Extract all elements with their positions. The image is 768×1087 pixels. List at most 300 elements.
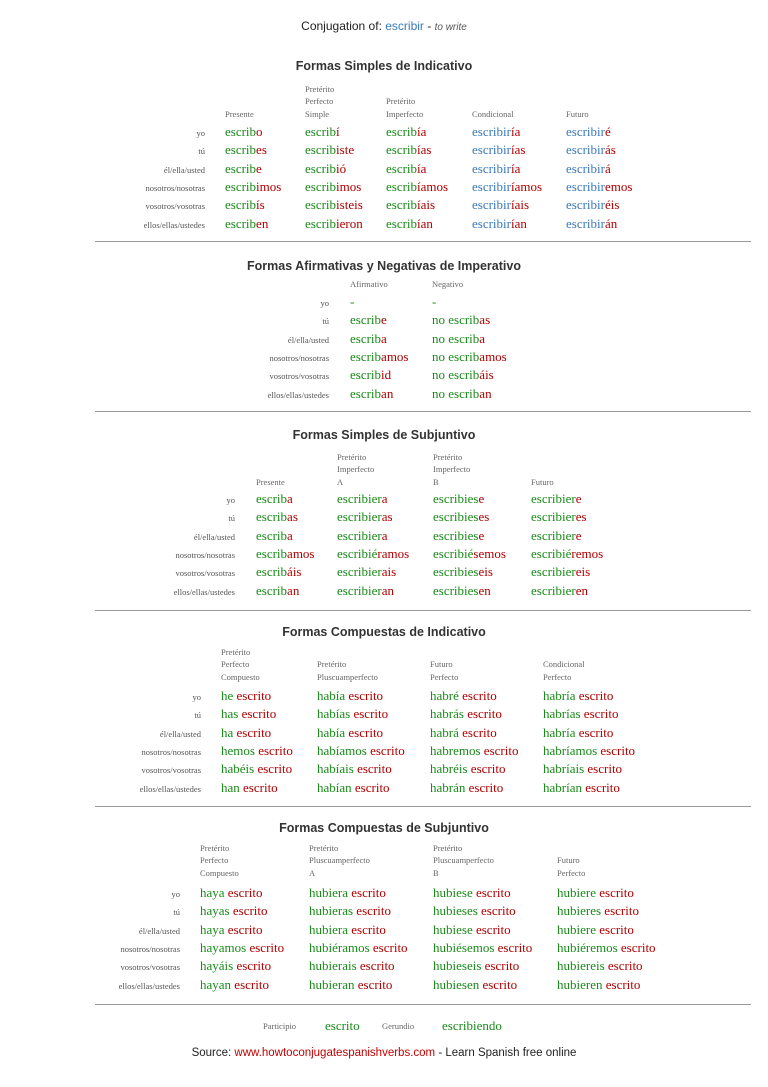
column-header-line: Futuro bbox=[566, 108, 589, 119]
verb-stem: escribié bbox=[337, 545, 378, 561]
conjugation-cell bbox=[566, 124, 611, 140]
verb-ending: escrito bbox=[254, 742, 293, 758]
verb-stem: habrán bbox=[430, 779, 466, 795]
conjugation-cell bbox=[350, 367, 391, 383]
pronoun-label: ellos/ellas/ustedes bbox=[267, 389, 329, 400]
verb-stem: hayan bbox=[200, 976, 232, 992]
verb-stem: habrás bbox=[430, 706, 464, 722]
verb-stem: escrib bbox=[256, 527, 288, 543]
verb-ending: escrito bbox=[494, 939, 533, 955]
verb-ending: eis bbox=[478, 564, 493, 580]
conjugation-cell bbox=[430, 761, 505, 777]
verb-stem: hubieses bbox=[433, 903, 478, 919]
conjugation-cell bbox=[432, 294, 436, 310]
column-header-line: Presente bbox=[256, 476, 285, 487]
pronoun-label: vosotros/vosotras bbox=[141, 765, 201, 776]
conjugation-cell bbox=[309, 977, 392, 993]
column-header-line: Negativo bbox=[432, 278, 464, 289]
conjugation-cell bbox=[305, 197, 363, 213]
conjugation-cell bbox=[256, 564, 302, 580]
verb-stem: hubieseis bbox=[433, 958, 482, 974]
column-header-line: Compuesto bbox=[200, 867, 239, 878]
verb-stem: hubiera bbox=[309, 921, 348, 937]
column-header bbox=[200, 842, 239, 880]
verb-stem: hubiéramos bbox=[309, 939, 370, 955]
column-header-line: B bbox=[433, 476, 439, 487]
conjugation-cell bbox=[305, 142, 354, 158]
verb-stem: he bbox=[221, 688, 234, 703]
verb-stem: habría bbox=[543, 688, 576, 703]
conjugation-cell bbox=[472, 161, 520, 177]
verb-ending: escrito bbox=[345, 688, 384, 703]
pronoun-label: vosotros/vosotras bbox=[120, 962, 180, 973]
conjugation-cell bbox=[386, 179, 448, 195]
conjugation-cell bbox=[317, 706, 388, 722]
verb-stem: escrib bbox=[256, 509, 288, 525]
conjugation-cell bbox=[350, 294, 354, 310]
pronoun-label: nosotros/nosotras bbox=[175, 549, 235, 560]
verb-stem: escribir bbox=[566, 197, 605, 213]
column-header-line: Pretérito bbox=[309, 842, 339, 853]
verb-stem: hayas bbox=[200, 903, 230, 919]
verb-ending: escrito bbox=[477, 903, 516, 919]
verb-stem: escribies bbox=[433, 491, 479, 506]
section-title: Formas Afirmativas y Negativas de Imperativo bbox=[247, 259, 521, 273]
verb-ending: es bbox=[256, 142, 267, 158]
verb-stem: escrib bbox=[305, 160, 337, 176]
verb-stem: escrib bbox=[305, 142, 337, 158]
verb-ending: ías bbox=[417, 142, 432, 158]
verb-stem: habíamos bbox=[317, 742, 367, 758]
pronoun-label: yo bbox=[226, 495, 235, 505]
conjugation-cell bbox=[543, 743, 635, 759]
conjugation-cell bbox=[221, 761, 292, 777]
verb-stem: no escrib bbox=[432, 367, 480, 383]
conjugation-cell bbox=[305, 124, 340, 140]
verb-stem: habías bbox=[317, 706, 351, 722]
conjugation-cell bbox=[200, 922, 262, 938]
column-header-line: Pretérito bbox=[305, 83, 335, 94]
verb-stem: escrib bbox=[305, 178, 337, 194]
verb-ending: escrito bbox=[580, 706, 619, 722]
conjugation-cell bbox=[309, 922, 386, 938]
conjugation-cell bbox=[256, 528, 293, 544]
conjugation-cell bbox=[386, 216, 433, 232]
verb-ending: escrito bbox=[602, 976, 641, 992]
conjugation-cell bbox=[432, 367, 494, 383]
verb-stem: ha bbox=[221, 724, 234, 740]
verb-stem: escrib bbox=[256, 582, 288, 598]
conjugation-cell bbox=[337, 509, 393, 525]
verb-ending: é bbox=[604, 124, 611, 139]
pronoun-label: yo bbox=[192, 692, 201, 702]
verb-ending: a bbox=[479, 330, 486, 346]
verb-ending: ís bbox=[256, 197, 265, 213]
section-title: Formas Simples de Subjuntivo bbox=[292, 428, 476, 442]
verb-stem: habrían bbox=[543, 779, 582, 795]
conjugation-cell bbox=[225, 216, 268, 232]
column-header bbox=[309, 842, 370, 880]
verb-stem: hubiere bbox=[557, 885, 596, 900]
pronoun-label: nosotros/nosotras bbox=[141, 746, 201, 757]
conjugation-cell bbox=[309, 885, 386, 901]
verb-ending: escrito bbox=[238, 706, 277, 722]
verb-stem: - bbox=[350, 294, 355, 309]
conjugation-cell bbox=[432, 331, 485, 347]
column-header-line: Perfecto bbox=[557, 867, 586, 878]
verb-ending: en bbox=[478, 582, 491, 598]
column-header bbox=[472, 108, 514, 121]
column-header-line: Pretérito bbox=[386, 96, 416, 106]
verb-ending: escrito bbox=[350, 706, 389, 722]
verb-ending: ais bbox=[381, 564, 397, 580]
pronoun-label: él/ella/usted bbox=[193, 531, 235, 542]
verb-stem: hubieres bbox=[557, 903, 602, 919]
verb-ending: escrito bbox=[617, 939, 656, 955]
column-header-line: Pretérito bbox=[221, 646, 251, 657]
pronoun-label: nosotros/nosotras bbox=[120, 943, 180, 954]
column-header-line: Pretérito bbox=[317, 659, 347, 669]
verb-ending: escrito bbox=[356, 958, 395, 974]
verb-ending: an bbox=[287, 582, 300, 598]
gerundio-value: escribiendo bbox=[442, 1018, 502, 1033]
page-title bbox=[0, 19, 768, 33]
verb-stem: escrib bbox=[386, 197, 418, 213]
title-translation: to write bbox=[434, 22, 467, 33]
title-prefix: Conjugation of: bbox=[301, 19, 386, 33]
column-header-line: Afirmativo bbox=[350, 278, 388, 289]
verb-stem: hubiereis bbox=[557, 958, 605, 974]
verb-stem: escrib bbox=[305, 215, 337, 231]
conjugation-cell bbox=[557, 885, 634, 901]
verb-stem: escrib bbox=[350, 385, 382, 401]
verb-ending: ían bbox=[417, 215, 433, 231]
verb-stem: habríamos bbox=[543, 742, 598, 758]
conjugation-cell bbox=[225, 197, 265, 213]
verb-stem: habremos bbox=[430, 742, 481, 758]
verb-stem: haya bbox=[200, 885, 225, 900]
column-header-line: Futuro bbox=[430, 659, 453, 669]
verb-ending: escrito bbox=[458, 688, 497, 703]
verb-ending: escrito bbox=[347, 885, 386, 900]
conjugation-cell bbox=[309, 903, 391, 919]
verb-stem: escrib bbox=[305, 124, 337, 139]
conjugation-cell bbox=[200, 885, 262, 901]
conjugation-cell bbox=[221, 688, 271, 704]
column-header-line: Pretérito bbox=[337, 451, 367, 462]
verb-stem: hemos bbox=[221, 742, 255, 758]
verb-stem: hubiésemos bbox=[433, 939, 495, 955]
verb-ending: ía bbox=[510, 160, 521, 176]
verb-ending: ían bbox=[510, 215, 527, 231]
conjugation-cell bbox=[317, 725, 383, 741]
verb-stem: escribir bbox=[472, 215, 511, 231]
verb-ending: escrito bbox=[595, 885, 634, 900]
verb-stem: escrib bbox=[256, 564, 288, 580]
conjugation-cell bbox=[256, 491, 293, 507]
verb-ending: e bbox=[381, 312, 387, 328]
verb-ending: escrito bbox=[229, 903, 268, 919]
verb-ending: escrito bbox=[480, 742, 519, 758]
verb-stem: habría bbox=[543, 724, 576, 740]
verb-ending: escrito bbox=[366, 742, 405, 758]
conjugation-cell bbox=[433, 903, 516, 919]
column-header-line: Perfecto bbox=[305, 96, 334, 106]
column-header bbox=[430, 658, 458, 683]
conjugation-cell bbox=[430, 780, 503, 796]
verb-stem: escribier bbox=[531, 564, 576, 580]
column-header-line: Condicional bbox=[472, 108, 514, 119]
column-header bbox=[221, 646, 260, 684]
conjugation-cell bbox=[225, 179, 281, 195]
verb-stem: escrib bbox=[386, 124, 418, 139]
verb-ending: a bbox=[287, 491, 293, 506]
verb-stem: escribies bbox=[433, 509, 479, 525]
conjugation-cell bbox=[543, 725, 613, 741]
verb-ending: a bbox=[381, 330, 387, 346]
column-header bbox=[531, 476, 554, 489]
conjugation-cell bbox=[317, 780, 390, 796]
verb-stem: escribir bbox=[566, 160, 605, 176]
verb-ending: ía bbox=[417, 124, 427, 139]
verb-ending: escrito bbox=[458, 724, 497, 740]
conjugation-cell bbox=[433, 958, 519, 974]
pronoun-label: vosotros/vosotras bbox=[175, 568, 235, 579]
verb-ending: íamos bbox=[417, 178, 449, 194]
pronoun-label: nosotros/nosotras bbox=[269, 352, 329, 363]
verb-ending: íamos bbox=[510, 178, 543, 194]
conjugation-cell bbox=[531, 491, 582, 507]
verb-ending: es bbox=[575, 509, 587, 525]
column-header bbox=[433, 451, 470, 489]
verb-ending: id bbox=[381, 367, 392, 383]
conjugation-cell bbox=[472, 216, 527, 232]
pronoun-label: tú bbox=[322, 316, 329, 327]
column-header-line: Perfecto bbox=[430, 671, 459, 682]
verb-ending: escrito bbox=[233, 958, 272, 974]
verb-ending: á bbox=[604, 160, 611, 176]
conjugation-cell bbox=[557, 922, 634, 938]
verb-stem: escrib bbox=[350, 312, 382, 328]
column-header bbox=[433, 842, 494, 880]
verb-stem: escrib bbox=[225, 124, 257, 139]
verb-ending: escrito bbox=[581, 779, 620, 795]
section-title: Formas Compuestas de Subjuntivo bbox=[279, 821, 489, 835]
conjugation-cell bbox=[350, 331, 387, 347]
verb-ending: as bbox=[479, 312, 491, 328]
verb-stem: escribier bbox=[531, 527, 576, 543]
footer-link[interactable]: www.howtoconjugatespanishverbs.com bbox=[234, 1047, 436, 1059]
conjugation-cell bbox=[557, 940, 656, 956]
verb-stem: escribir bbox=[566, 124, 605, 139]
conjugation-cell bbox=[433, 509, 489, 525]
verb-stem: hubiesen bbox=[433, 976, 480, 992]
verb-stem: escribié bbox=[433, 545, 474, 561]
pronoun-label: vosotros/vosotras bbox=[145, 201, 205, 212]
pronoun-label: nosotros/nosotras bbox=[145, 182, 205, 193]
verb-stem: escrib bbox=[350, 330, 382, 346]
column-header-line: A bbox=[337, 476, 344, 487]
verb-stem: no escrib bbox=[432, 330, 480, 346]
verb-stem: habré bbox=[430, 688, 459, 703]
verb-ending: an bbox=[381, 385, 394, 401]
column-header bbox=[386, 95, 423, 120]
conjugation-cell bbox=[432, 386, 492, 402]
verb-ending: án bbox=[604, 215, 618, 231]
column-header-line: B bbox=[433, 867, 439, 878]
verb-ending: escrito bbox=[584, 761, 623, 777]
verb-ending: iste bbox=[336, 142, 355, 158]
verb-ending: semos bbox=[473, 545, 506, 561]
verb-stem: habíais bbox=[317, 761, 354, 777]
verb-ending: escrito bbox=[231, 976, 269, 992]
verb-ending: éis bbox=[604, 197, 620, 213]
verb-stem: - bbox=[432, 294, 437, 309]
verb-ending: íais bbox=[510, 197, 530, 213]
conjugation-cell bbox=[221, 780, 278, 796]
column-header-line: Perfecto bbox=[543, 671, 572, 682]
pronoun-label: él/ella/usted bbox=[287, 334, 329, 345]
verb-ending: ías bbox=[510, 142, 526, 158]
verb-stem: has bbox=[221, 706, 239, 722]
conjugation-cell bbox=[337, 546, 409, 562]
verb-stem: escrib bbox=[305, 197, 337, 213]
verb-stem: hayáis bbox=[200, 958, 234, 974]
verb-stem: había bbox=[317, 724, 346, 740]
verb-stem: habéis bbox=[221, 761, 255, 777]
conjugation-cell bbox=[430, 688, 497, 704]
section-divider bbox=[95, 806, 751, 807]
conjugation-cell bbox=[430, 725, 497, 741]
verb-ending: as bbox=[381, 509, 393, 525]
verb-ending: escrito bbox=[465, 779, 504, 795]
verb-ending: escrito bbox=[351, 779, 390, 795]
pronoun-label: ellos/ellas/ustedes bbox=[143, 219, 205, 230]
conjugation-cell bbox=[566, 197, 619, 213]
column-header-line: Futuro bbox=[557, 855, 580, 865]
verb-ending: e bbox=[575, 491, 582, 506]
verb-ending: áis bbox=[287, 564, 302, 580]
verb-stem: escribir bbox=[472, 160, 511, 176]
conjugation-cell bbox=[531, 509, 587, 525]
verb-stem: había bbox=[317, 688, 346, 703]
verb-stem: escrib bbox=[225, 178, 257, 194]
verb-ending: an bbox=[479, 385, 492, 401]
verb-ending: e bbox=[478, 527, 485, 543]
conjugation-cell bbox=[200, 940, 284, 956]
verb-ending: e bbox=[256, 160, 262, 176]
verb-stem: hubiese bbox=[433, 921, 473, 937]
conjugation-cell bbox=[309, 958, 395, 974]
column-header-line: Imperfecto bbox=[337, 464, 375, 474]
section-divider bbox=[95, 1004, 751, 1005]
verb-ending: ió bbox=[336, 160, 347, 176]
conjugation-cell bbox=[386, 142, 432, 158]
column-header bbox=[566, 108, 589, 121]
conjugation-cell bbox=[531, 564, 590, 580]
column-header-line: Presente bbox=[225, 108, 254, 119]
conjugation-cell bbox=[432, 312, 490, 328]
conjugation-cell bbox=[472, 124, 520, 140]
verb-stem: habríais bbox=[543, 761, 585, 777]
conjugation-cell bbox=[305, 216, 363, 232]
conjugation-cell bbox=[256, 509, 298, 525]
pronoun-label: yo bbox=[320, 298, 329, 308]
conjugation-cell bbox=[225, 142, 267, 158]
verb-stem: escrib bbox=[386, 215, 418, 231]
column-header-line: Imperfecto bbox=[386, 108, 424, 119]
verb-ending: an bbox=[381, 582, 395, 598]
column-header bbox=[305, 83, 334, 121]
verb-stem: escrib bbox=[350, 348, 382, 364]
column-header bbox=[557, 854, 585, 879]
verb-stem: escribier bbox=[531, 491, 576, 506]
verb-stem: no escrib bbox=[432, 312, 480, 328]
conjugation-cell bbox=[433, 940, 532, 956]
verb-stem: hubieras bbox=[309, 903, 354, 919]
verb-ending: e bbox=[478, 491, 485, 506]
conjugation-cell bbox=[305, 161, 346, 177]
verb-stem: han bbox=[221, 779, 240, 795]
title-verb: escribir bbox=[385, 19, 424, 33]
verb-stem: escribier bbox=[337, 491, 382, 506]
verb-ending: escrito bbox=[233, 688, 272, 703]
conjugation-cell bbox=[432, 349, 507, 365]
verb-ending: escrito bbox=[239, 779, 278, 795]
conjugation-cell bbox=[221, 706, 276, 722]
column-header-line: Pretérito bbox=[433, 842, 463, 853]
verb-stem: hubierais bbox=[309, 958, 357, 974]
verb-ending: escrito bbox=[353, 903, 391, 919]
verb-ending: escrito bbox=[601, 903, 639, 919]
conjugation-cell bbox=[433, 583, 491, 599]
column-header-line: Perfecto bbox=[200, 855, 229, 865]
column-header-line: Pretérito bbox=[200, 842, 230, 853]
verb-ending: escrito bbox=[481, 958, 520, 974]
verb-stem: escribier bbox=[337, 509, 382, 525]
column-header-line: Condicional bbox=[543, 659, 585, 669]
conjugation-cell bbox=[350, 349, 409, 365]
verb-ending: escrito bbox=[472, 921, 511, 937]
verb-ending: escrito bbox=[467, 761, 506, 777]
verb-ending: escrito bbox=[347, 921, 386, 937]
conjugation-cell bbox=[472, 179, 542, 195]
conjugation-cell bbox=[531, 546, 603, 562]
verb-stem: hubiese bbox=[433, 885, 473, 900]
conjugation-cell bbox=[225, 161, 262, 177]
verb-ending: as bbox=[287, 509, 298, 525]
verb-ending: escrito bbox=[224, 885, 263, 900]
conjugation-cell bbox=[256, 546, 315, 562]
verb-stem: escribir bbox=[472, 178, 511, 194]
column-header-line: Compuesto bbox=[221, 671, 260, 682]
verb-ending: escrito bbox=[353, 761, 392, 777]
footer-suffix: - Learn Spanish free online bbox=[435, 1047, 577, 1059]
conjugation-cell bbox=[433, 528, 484, 544]
verb-ending: escrito bbox=[233, 724, 272, 740]
section-divider bbox=[95, 241, 751, 242]
verb-stem: habían bbox=[317, 779, 352, 795]
verb-ending: escrito bbox=[254, 761, 293, 777]
verb-stem: escribir bbox=[472, 197, 511, 213]
section-divider bbox=[95, 610, 751, 611]
verb-ending: e bbox=[575, 527, 582, 543]
verb-ending: en bbox=[575, 582, 589, 598]
conjugation-cell bbox=[221, 725, 271, 741]
conjugation-cell bbox=[337, 528, 388, 544]
verb-stem: hayamos bbox=[200, 939, 247, 955]
conjugation-cell bbox=[200, 958, 271, 974]
